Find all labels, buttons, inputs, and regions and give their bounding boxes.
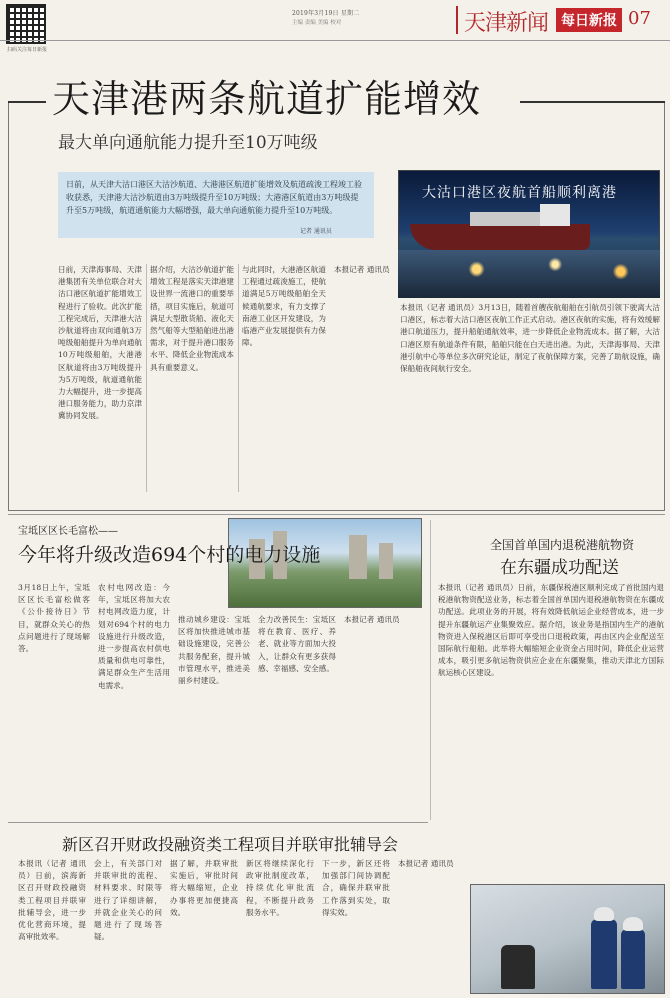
story2-column-1: 3月18日上午，宝坻区区长毛富松做客《公仆接待日》节目，就群众关心的热点问题进行了现场解答。 (18, 583, 90, 654)
main-headline: 天津港两条航道扩能增效 (52, 77, 482, 121)
story3-body: 本报讯（记者 通讯员）日前，东疆保税港区顺利完成了首批国内退税港航物资配送业务，标志着全国首单国内退税港航物资在东疆成功配送。此项业务的开展，将有效降低航运企业经营成本，进一步提升东疆航运产业集聚效应。据介绍，该业务是指国内生产的港航物资进入保税港区后即可享受出口退税政策，再由区内企业配送至国际航行船舶。此举将大幅缩短企业资金占用时间，降低企业运营成本，吸引更多航运物资供应企业在东疆聚集，推动天津北方国际航运核心区建设。 (438, 583, 664, 678)
building (379, 543, 393, 579)
date-line: 2019年3月19日 星期二 (292, 10, 360, 17)
story2-column-3: 推动城乡建设：宝坻区将加快推进城市基础设施建设，完善公共服务配套，提升城市管理水平，推进美丽乡村建设。 (178, 615, 250, 686)
story4-column-1: 本报讯（记者 通讯员）日前，滨海新区召开财政投融资类工程项目并联审批辅导会，进一步优化营商环境，提高审批效率。 (18, 859, 86, 942)
column-rule (238, 264, 239, 492)
main-column-1: 日前，天津海事局、天津港集团有关单位联合对大沽口港区航道扩能增效工程进行了验收。此次扩能工程完成后，天津港大沽沙航道将由双向通航3万吨级船舶提升为单向通航10万吨级船舶，大港港区航道将由3万吨级提升为5万吨级，航道通航能力大幅提升，进一步提高港口服务能力，助力京津冀协同发展。 (58, 265, 142, 421)
helmet (623, 917, 643, 931)
story4-headline: 新区召开财政投融资类工程项目并联审批辅导会 (62, 835, 399, 854)
helmet (594, 907, 614, 921)
story2-column-2: 农村电网改造：今年，宝坻区将加大农村电网改造力度，计划对694个村的电力设施进行升级改造，进一步提高农村供电质量和供电可靠性，满足群众生产生活用电需求。 (98, 583, 170, 690)
qr-code[interactable] (6, 4, 46, 44)
headline-rule-left (8, 101, 46, 103)
masthead-rule (0, 40, 670, 41)
masthead-divider (456, 6, 458, 34)
column-rule (430, 520, 431, 820)
editors-line: 主编 责编 美编 校对 (292, 20, 342, 26)
photo-caption: 大沽口港区夜航首船顺利离港 (422, 185, 617, 201)
main-column-3: 与此同时，大港港区航道工程通过疏浚施工，使航道满足5万吨级船舶全天候通航要求，有力支撑了南港工业区开发建设，为临港产业发展提供有力保障。 (242, 265, 326, 348)
story2-headline: 今年将升级改造694个村的电力设施 (18, 544, 321, 566)
story2-column-5: 本报记者 通讯员 (344, 615, 400, 624)
story3-headline-line2: 在东疆成功配送 (500, 558, 619, 578)
page-number: 07 (628, 8, 651, 29)
column-rule (146, 264, 147, 492)
story2-column-4: 全力改善民生：宝坻区将在教育、医疗、养老、就业等方面加大投入，让群众有更多获得感、幸福感、安全感。 (258, 615, 336, 673)
section-rule (8, 822, 428, 823)
ship-deck (470, 212, 540, 226)
story4-column-6: 本报记者 通讯员 (398, 859, 454, 868)
lead-paragraph: 日前，从天津大沽口港区大沽沙航道、大港港区航道扩能增效及航道疏浚工程竣工验收获悉，天津港大沽沙航道由3万吨级提升至10万吨级；大港港区航道由3万吨级提升至5万吨级，航道通航能力大幅增强，最大单向通航能力提升至10万吨级。 (58, 172, 374, 238)
lead-signature: 记者 通讯员 (300, 228, 332, 235)
story4-column-2: 会上，有关部门对并联审批的流程、材料要求、时限等进行了详细讲解，并就企业关心的问题进行了现场答疑。 (94, 859, 162, 942)
ship-hull (410, 224, 590, 250)
worker-figure (501, 945, 535, 989)
section-brand: 天津新闻 (464, 11, 549, 36)
story3-headline-line1: 全国首单国内退税港航物资 (490, 538, 635, 552)
qr-caption: 扫码关注每日新报 (6, 47, 47, 53)
story2-kicker: 宝坻区区长毛富松—— (18, 526, 118, 537)
building (349, 535, 367, 579)
main-column-4: 本报记者 通讯员 (334, 265, 390, 274)
ship-tower (540, 204, 570, 226)
newspaper-logo: 每日新报 (556, 8, 622, 32)
section-rule (8, 514, 665, 515)
workers-photo[interactable] (470, 884, 665, 994)
story4-column-5: 下一步，新区还将加强部门间协调配合，确保并联审批工作落到实处，取得实效。 (322, 859, 390, 917)
story4-column-4: 新区将继续深化行政审批制度改革，持续优化审批流程，不断提升政务服务水平。 (246, 859, 314, 917)
main-column-2: 据介绍，大沽沙航道扩能增效工程是落实天津港建设世界一流港口的重要举措，项目实施后，航道可满足大型散货船、液化天然气船等大型船舶进出港需求，对于提升港口服务水平、降低企业物流成本具有重要意义。 (150, 265, 234, 372)
harbor-lights (398, 250, 660, 298)
right-column: 本报讯（记者 通讯员）3月13日，随着首艘夜航船舶在引航员引领下驶离大沽口港区，标志着大沽口港区夜航工作正式启动。港区夜航的实施，将有效缓解港口航道压力，提升船舶通航效率，进一步降低企业物流成本。据了解，大沽口港区原有航道条件有限，船舶只能在白天进出港。为此，天津海事局、天津港引航中心等单位多次研究论证，制定了夜航保障方案，完善了助航设施，确保船舶夜间航行安全。 (400, 303, 660, 374)
story4-column-3: 据了解，并联审批实施后，审批时间将大幅缩短，企业办事将更加便捷高效。 (170, 859, 238, 917)
worker-figure (621, 929, 645, 989)
worker-figure (591, 919, 617, 989)
headline-rule-right (520, 101, 665, 103)
main-subhead: 最大单向通航能力提升至10万吨级 (58, 133, 318, 153)
